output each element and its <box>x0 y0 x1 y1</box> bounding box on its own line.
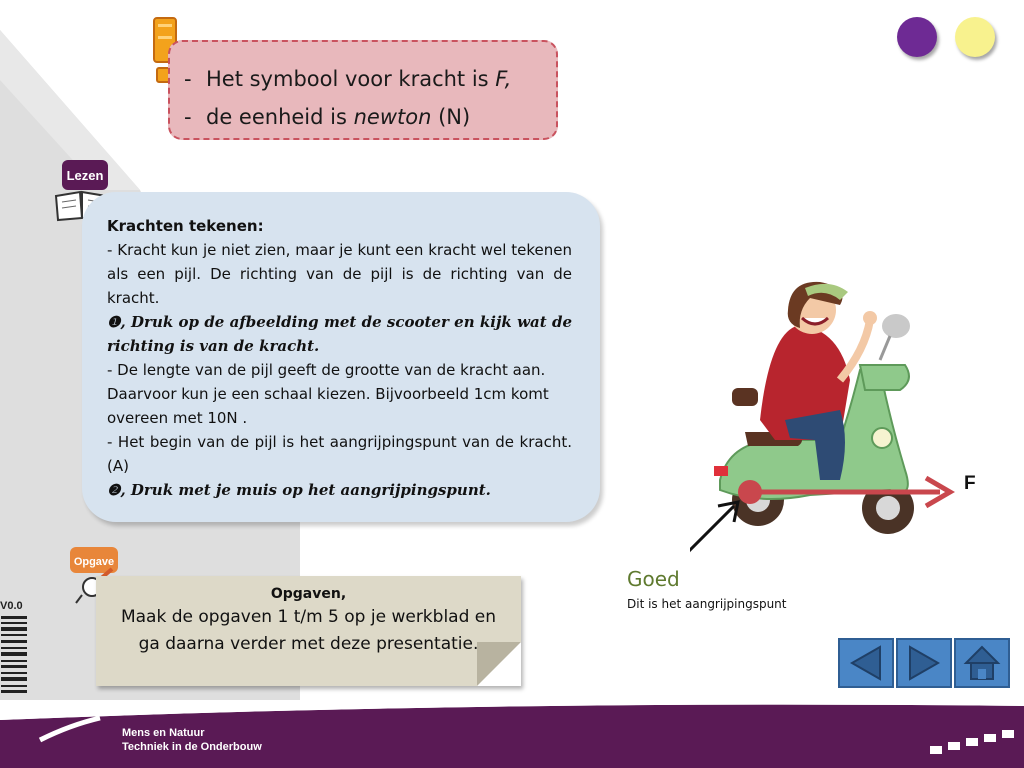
opgave-label: Opgave <box>73 556 115 568</box>
textbox-paragraph-2: - De lengte van de pijl geeft de grootte van de kracht aan. Daarvoor kun je een schaal kiezen. Bijvoorbeeld 1cm komt overeen met 10N . <box>107 361 549 427</box>
version-label: V0.0 <box>0 600 23 612</box>
yellow-circle-button[interactable] <box>955 17 995 57</box>
footer-line-1: Mens en Natuur <box>122 727 205 739</box>
home-button[interactable] <box>954 638 1010 688</box>
lezen-label: Lezen <box>66 168 104 183</box>
force-label: F <box>964 473 976 494</box>
callout-dash: - <box>184 105 192 129</box>
assignment-body: Maak de opgaven 1 t/m 5 op je werkblad en ga daarna verder met deze presentatie. <box>120 607 497 654</box>
callout-line-symbol <box>184 60 556 98</box>
next-button[interactable] <box>896 638 952 688</box>
feedback-title: Goed <box>627 567 680 591</box>
scooter-illustration[interactable] <box>690 270 970 570</box>
callout-symbol-value: F, <box>495 67 512 91</box>
callout-symbol-text: Het symbool voor kracht is <box>206 67 496 91</box>
info-callout <box>168 40 558 140</box>
triangle-left-icon <box>846 643 886 683</box>
navigation-bar <box>838 638 1012 688</box>
home-icon <box>962 643 1002 683</box>
textbox-instruction-2: ❷, Druk met je muis op het aangrijpingspunt. <box>107 481 491 499</box>
page-fold <box>477 642 521 686</box>
explanation-textbox <box>82 192 600 522</box>
callout-unit-value: newton <box>353 105 432 129</box>
barcode-icon <box>1 616 29 696</box>
callout-line-unit <box>184 98 556 136</box>
previous-button[interactable] <box>838 638 894 688</box>
feedback-subtitle: Dit is het aangrijpingspunt <box>627 597 787 611</box>
pointer-arrow <box>690 506 734 560</box>
application-point[interactable] <box>738 480 762 504</box>
callout-unit-text: de eenheid is <box>206 105 354 129</box>
footer-brand <box>122 726 262 754</box>
purple-circle-button[interactable] <box>897 17 937 57</box>
textbox-instruction-1: ❶, Druk op de afbeelding met de scooter en kijk wat de richting is van de kracht. <box>107 313 572 355</box>
assignment-note <box>96 576 521 686</box>
footer-line-2: Techniek in de Onderbouw <box>122 741 262 753</box>
textbox-title: Krachten tekenen: <box>107 217 264 235</box>
textbox-paragraph-1: - Kracht kun je niet zien, maar je kunt een kracht wel tekenen als een pijl. De richting van de pijl is de richting van de kracht. <box>107 241 572 307</box>
triangle-right-icon <box>904 643 944 683</box>
callout-dash: - <box>184 67 192 91</box>
assignment-title: Opgaven, <box>270 586 347 602</box>
textbox-paragraph-3: - Het begin van de pijl is het aangrijpingspunt van de kracht. (A) <box>107 433 572 475</box>
callout-unit-suffix: (N) <box>431 105 471 129</box>
